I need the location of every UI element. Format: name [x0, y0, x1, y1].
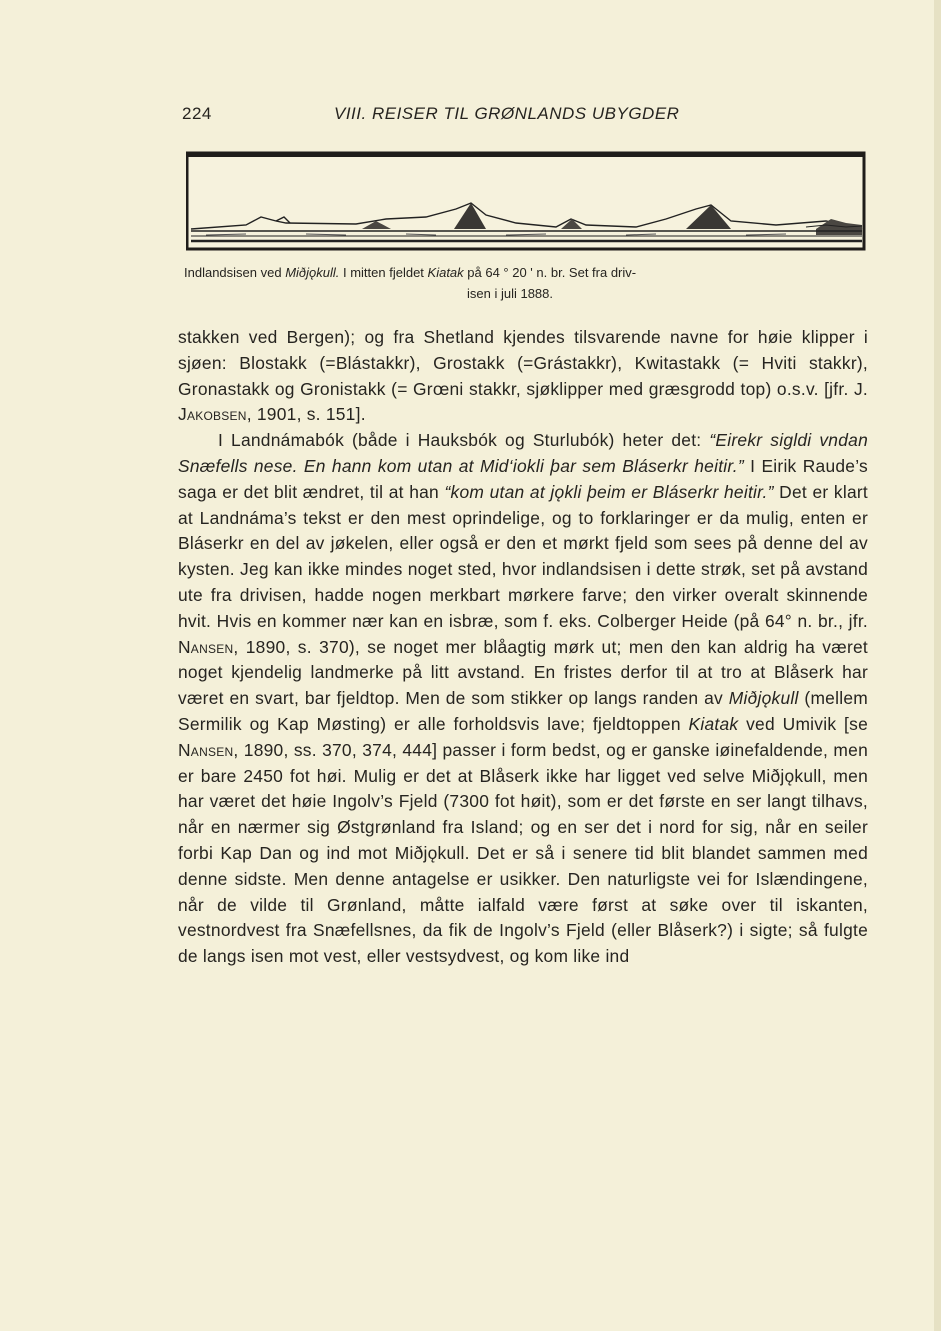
- caption-text: på 64 ° 20 ' n. br. Set fra driv-: [463, 265, 637, 280]
- author-name: Nansen: [178, 636, 234, 657]
- quotation: “kom utan at jǫkli þeim er Bláserkr heitir.”: [444, 481, 774, 502]
- place-name: Miðjǫkull: [728, 688, 799, 709]
- paragraph-1: [178, 325, 868, 428]
- paragraph-text: ved Umivik [se: [738, 713, 868, 734]
- paragraph-text: stakken ved Bergen); og fra Shetland kjendes tilsvarende navne for høie klipper i sjøen: Blostakk (=Blástakkr), Grostakk (=Grástakkr), Kwitastakk (= Hviti stakkr), Gronastakk og Gronistakk (= Grœni stakkr, sjøklipper med græsgrodd top) o.s.v. [jfr. J.: [178, 327, 868, 399]
- page-number: 224: [182, 104, 212, 123]
- caption-mountain: Kiatak: [427, 265, 464, 280]
- author-name: Jakobsen: [178, 404, 247, 425]
- page-edge: [934, 0, 941, 1331]
- caption-text: Indlandsisen ved: [184, 265, 286, 280]
- landscape-sketch-icon: [186, 151, 866, 251]
- caption-line-2: isen i juli 1888.: [467, 286, 553, 301]
- quotation: “Eirekr sigldi vndan Snæfells nese. En hann kom utan at Mid‘iokli þar sem Bláserkr heitir.”: [178, 430, 868, 476]
- paragraph-text: (mellem Sermilik og Kap Møsting) er alle forholdsvis lave; fjeldtoppen: [178, 688, 868, 734]
- body-text: [178, 325, 868, 970]
- figure-caption: [184, 262, 874, 304]
- paragraph-text: , 1890, s. 370), se noget mer blåagtig mørk ut; men den kan aldrig ha været noget kjendelig landmerke på litt avstand. En fristes derfor til at tro at Blåserk har været en svart, bar fjeldtop. Men de som stikker op langs randen av: [178, 636, 868, 709]
- paragraph-text: , 1901, s. 151].: [246, 404, 366, 425]
- running-head: VIII. REISER TIL GRØNLANDS UBYGDER: [334, 104, 680, 123]
- page-header: [182, 104, 872, 132]
- author-name: Nansen: [178, 739, 234, 760]
- paragraph-text: , 1890, ss. 370, 374, 444] passer i form bedst, og er ganske iøinefaldende, men er bare 2450 fot høi. Mulig er det at Blåserk ikke har ligget ved selve Miðjǫkull, men har været det høie Ingolv’s Fjeld (7300 fot høit), som er det første en ser langt tilhavs, når en nærmer sig Østgrønland fra Island; og en ser det i nord for sig, når en seiler forbi Kap Dan og ind mot Miðjǫkull. Det er så i senere tid blit blandet sammen med denne sidste. Men denne antagelse er usikker. Den naturligste vei for Islændingene, når de vilde til Grønland, måtte ialfald være først at søke over til iskanten, vestnordvest fra Snæfellsnes, da fik de Ingolv’s Fjeld (eller Blåserk?) i sigte; så fulgte de langs isen mot vest, eller vestsydvest, og kom like ind: [178, 739, 868, 967]
- caption-text: I mitten fjeldet: [339, 265, 428, 280]
- paragraph-text: Det er klart at Landnáma’s tekst er den mest oprindelige, og to forklaringer er da mulig, enten er Bláserkr en del av jøkelen, eller også er den et mørkt fjeld som sees på denne del av kysten. Jeg kan ikke mindes noget sted, hvor indlandsisen i dette strøk, set på avstand ute fra drivisen, hadde nogen merkbart mørkere farve; den virker overalt skinnende hvit. Hvis en kommer nær kan en isbræ, som f. eks. Colberger Heide (på 64° n. br., jfr.: [178, 481, 869, 631]
- paragraph-text: I Landnámabók (både i Hauksbók og Sturlubók) heter det:: [218, 430, 710, 451]
- landscape-figure: [186, 151, 866, 251]
- place-name: Kiatak: [688, 713, 739, 734]
- paragraph-2: [178, 428, 868, 970]
- paragraph-text: I Eirik Raude’s saga er det blit ændret, til at han: [178, 455, 868, 502]
- caption-place: Miðjǫkull.: [285, 265, 340, 280]
